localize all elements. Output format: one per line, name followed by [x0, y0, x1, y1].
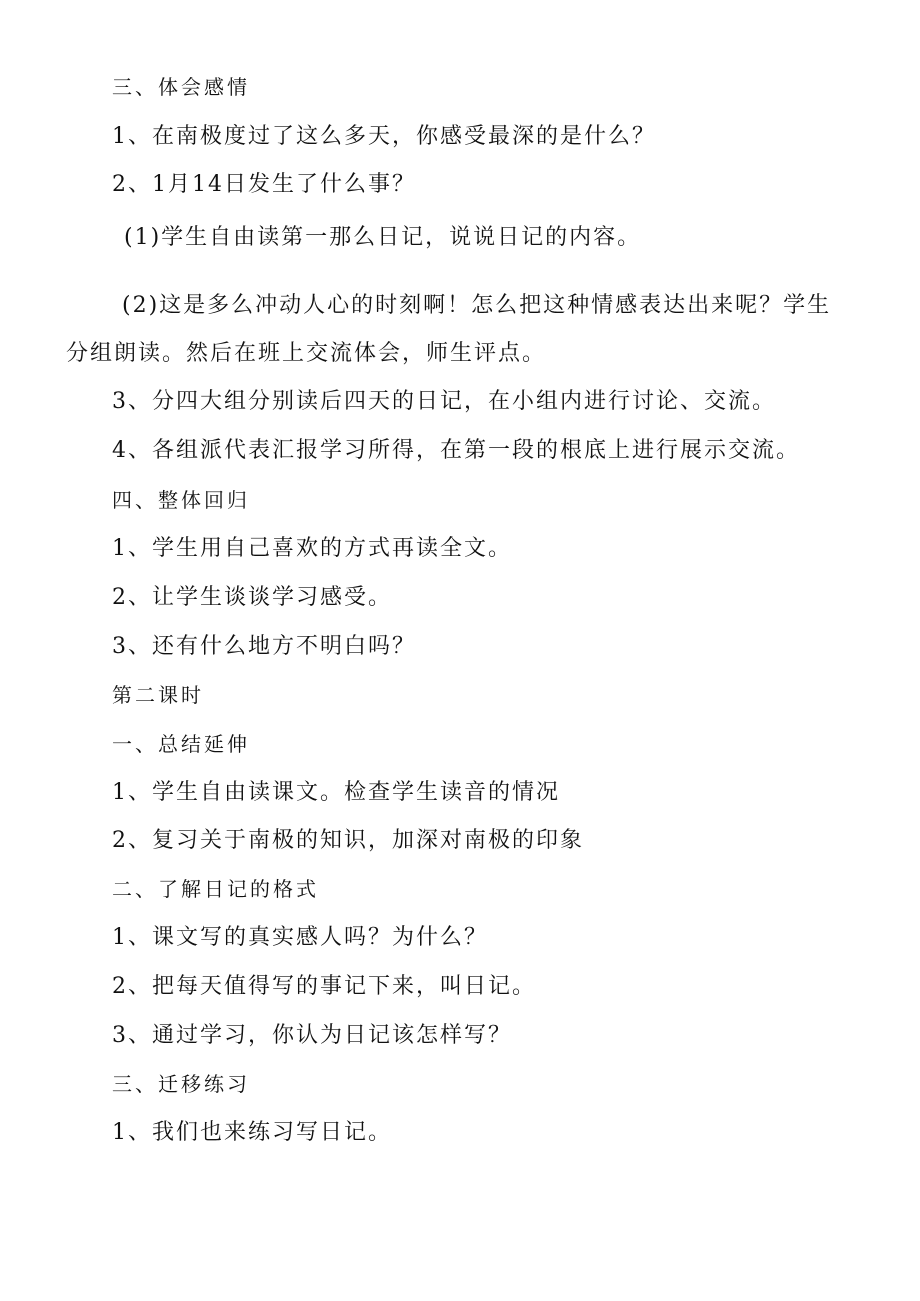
- item-1: 1、我们也来练习写日记。: [112, 1120, 392, 1145]
- item-2: 2、把每天值得写的事记下来，叫日记。: [112, 974, 536, 999]
- item-2: 2、1月14日发生了什么事？: [112, 172, 416, 197]
- section-heading-3: 三、体会感情: [112, 75, 250, 99]
- item-1: 1、学生用自己喜欢的方式再读全文。: [112, 536, 512, 561]
- item-1: 1、课文写的真实感人吗？为什么？: [112, 925, 488, 950]
- item-1: 1、在南极度过了这么多天，你感受最深的是什么？: [112, 124, 656, 149]
- item-4: 4、各组派代表汇报学习所得，在第一段的根底上进行展示交流。: [112, 438, 800, 463]
- section-heading-2: 二、了解日记的格式: [112, 877, 319, 901]
- section-heading-4: 四、整体回归: [112, 488, 250, 512]
- item-2: 2、复习关于南极的知识，加深对南极的印象: [112, 828, 584, 853]
- section-heading-3b: 三、迁移练习: [112, 1072, 250, 1096]
- sub-item-1: (1)学生自由读第一那么日记，说说日记的内容。: [124, 225, 642, 250]
- lesson-heading: 第二课时: [112, 683, 204, 707]
- section-heading-1: 一、总结延伸: [112, 732, 250, 756]
- item-3: 3、通过学习，你认为日记该怎样写？: [112, 1023, 512, 1048]
- sub-item-2-paragraph: (2)这是多么冲动人心的时刻啊！怎么把这种情感表达出来呢？学生分组朗读。然后在班上交流体会，师生评点。: [66, 293, 832, 366]
- item-2: 2、让学生谈谈学习感受。: [112, 585, 392, 610]
- item-3: 3、还有什么地方不明白吗？: [112, 634, 416, 659]
- item-3: 3、分四大组分别读后四天的日记，在小组内进行讨论、交流。: [112, 389, 776, 414]
- item-1: 1、学生自由读课文。检查学生读音的情况: [112, 780, 560, 805]
